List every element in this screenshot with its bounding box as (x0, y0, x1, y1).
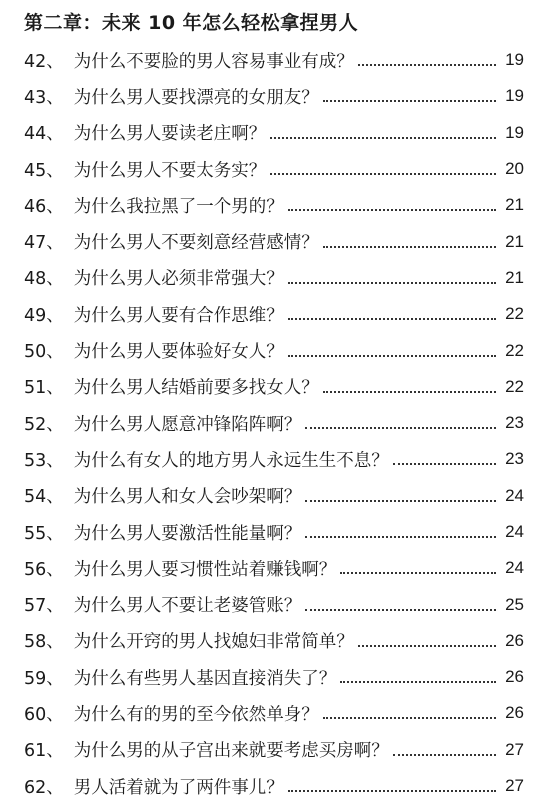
dot-leader (358, 51, 496, 69)
dot-leader (323, 704, 496, 722)
entry-title: 为什么不要脸的男人容易事业有成？ (73, 51, 354, 72)
page-number: 20 (505, 159, 524, 179)
page-number: 24 (505, 522, 524, 541)
page-number: 19 (505, 50, 524, 70)
toc-entry (0, 659, 560, 695)
toc-entry (0, 586, 560, 622)
page-number: 24 (505, 558, 524, 578)
dot-leader (323, 378, 496, 396)
dot-leader (340, 668, 496, 686)
toc-entry (0, 187, 560, 223)
toc-entry (0, 514, 560, 550)
entry-number: 56、 (24, 559, 64, 580)
dot-leader (305, 596, 496, 614)
page-number: 27 (505, 776, 524, 796)
toc-entry (0, 405, 560, 441)
toc-entry (0, 732, 560, 768)
page-number: 21 (505, 267, 524, 287)
dot-leader (270, 124, 496, 142)
toc-entry (0, 623, 560, 659)
entry-number: 55、 (24, 523, 64, 544)
page-number: 22 (505, 304, 524, 324)
entry-number: 59、 (24, 668, 64, 689)
toc-entry (0, 441, 560, 477)
page-number: 25 (505, 594, 524, 614)
dot-leader (305, 523, 496, 541)
page-number: 26 (505, 703, 524, 723)
page-number: 21 (505, 231, 524, 251)
entry-title: 为什么男人不要让老婆管账？ (73, 596, 302, 617)
entry-number: 45、 (24, 160, 64, 181)
entry-title: 为什么男人要体验好女人？ (73, 342, 284, 363)
entry-title: 为什么男的从子宫出来就要考虑买房啊？ (73, 741, 389, 762)
toc-entry (0, 151, 560, 187)
entry-title: 为什么有的男的至今依然单身？ (73, 704, 319, 725)
toc-entry (0, 260, 560, 296)
entry-title: 为什么我拉黑了一个男的？ (73, 196, 284, 217)
dot-leader (305, 487, 496, 505)
toc-entry (0, 478, 560, 514)
entry-number: 49、 (24, 305, 64, 326)
dot-leader (323, 87, 496, 105)
entry-number: 43、 (24, 87, 64, 108)
dot-leader (288, 269, 496, 287)
entry-title: 为什么男人和女人会吵架啊？ (73, 487, 302, 508)
entry-title: 为什么男人不要太务实？ (73, 160, 267, 181)
entry-title: 为什么有女人的地方男人永远生生不息？ (73, 450, 389, 471)
page-number: 19 (505, 86, 524, 106)
entry-title: 为什么男人要习惯性站着赚钱啊？ (73, 559, 337, 580)
entry-title: 为什么男人要读老庄啊？ (73, 124, 267, 145)
entry-number: 57、 (24, 596, 64, 617)
dot-leader (288, 342, 496, 360)
page-number: 22 (505, 340, 524, 360)
entry-number: 48、 (24, 269, 64, 290)
dot-leader (358, 632, 496, 650)
page-number: 23 (505, 449, 524, 469)
entry-title: 为什么男人要找漂亮的女朋友？ (73, 87, 319, 108)
toc-entry (0, 223, 560, 259)
toc-entry (0, 768, 560, 804)
entry-number: 51、 (24, 378, 64, 399)
toc-entry (0, 78, 560, 114)
page-number: 26 (505, 630, 524, 650)
toc-entry (0, 296, 560, 332)
toc-entry (0, 369, 560, 405)
entry-number: 53、 (24, 450, 64, 471)
toc-entry (0, 115, 560, 151)
toc-entry (0, 332, 560, 368)
entry-number: 47、 (24, 233, 64, 254)
entry-title: 为什么男人愿意冲锋陷阵啊？ (73, 414, 302, 435)
toc-entry (0, 550, 560, 586)
dot-leader (270, 160, 496, 178)
page-number: 24 (505, 485, 524, 505)
chapter-title: 第二章：未来 10 年怎么轻松拿捏男人 (24, 12, 359, 34)
entry-title: 为什么男人不要刻意经营感情？ (73, 233, 319, 254)
page-number: 22 (505, 376, 524, 396)
entry-title: 为什么开窍的男人找媳妇非常简单？ (73, 632, 354, 653)
entry-title: 为什么男人要激活性能量啊？ (73, 523, 302, 544)
entry-title: 男人活着就为了两件事儿？ (73, 777, 284, 798)
entry-number: 50、 (24, 342, 64, 363)
entry-number: 44、 (24, 124, 64, 145)
dot-leader (393, 741, 496, 759)
page-number: 21 (505, 195, 524, 215)
dot-leader (323, 233, 496, 251)
entry-title: 为什么男人结婚前要多找女人？ (73, 378, 319, 399)
entry-number: 60、 (24, 704, 64, 725)
dot-leader (288, 305, 496, 323)
dot-leader (288, 777, 496, 795)
page-number: 23 (505, 413, 524, 433)
dot-leader (305, 414, 496, 432)
entry-title: 为什么有些男人基因直接消失了？ (73, 668, 337, 689)
entry-title: 为什么男人必须非常强大？ (73, 269, 284, 290)
entry-number: 46、 (24, 196, 64, 217)
page-number: 26 (505, 667, 524, 687)
toc-entry (0, 695, 560, 731)
toc-list (0, 42, 560, 804)
entry-number: 58、 (24, 632, 64, 653)
dot-leader (393, 450, 496, 468)
entry-title: 为什么男人要有合作思维？ (73, 305, 284, 326)
entry-number: 62、 (24, 777, 64, 798)
dot-leader (340, 559, 496, 577)
dot-leader (288, 196, 496, 214)
page-number: 19 (505, 122, 524, 142)
toc-entry (0, 42, 560, 78)
entry-number: 54、 (24, 487, 64, 508)
entry-number: 42、 (24, 51, 64, 72)
entry-number: 61、 (24, 741, 64, 762)
page-number: 27 (505, 739, 524, 759)
entry-number: 52、 (24, 414, 64, 435)
